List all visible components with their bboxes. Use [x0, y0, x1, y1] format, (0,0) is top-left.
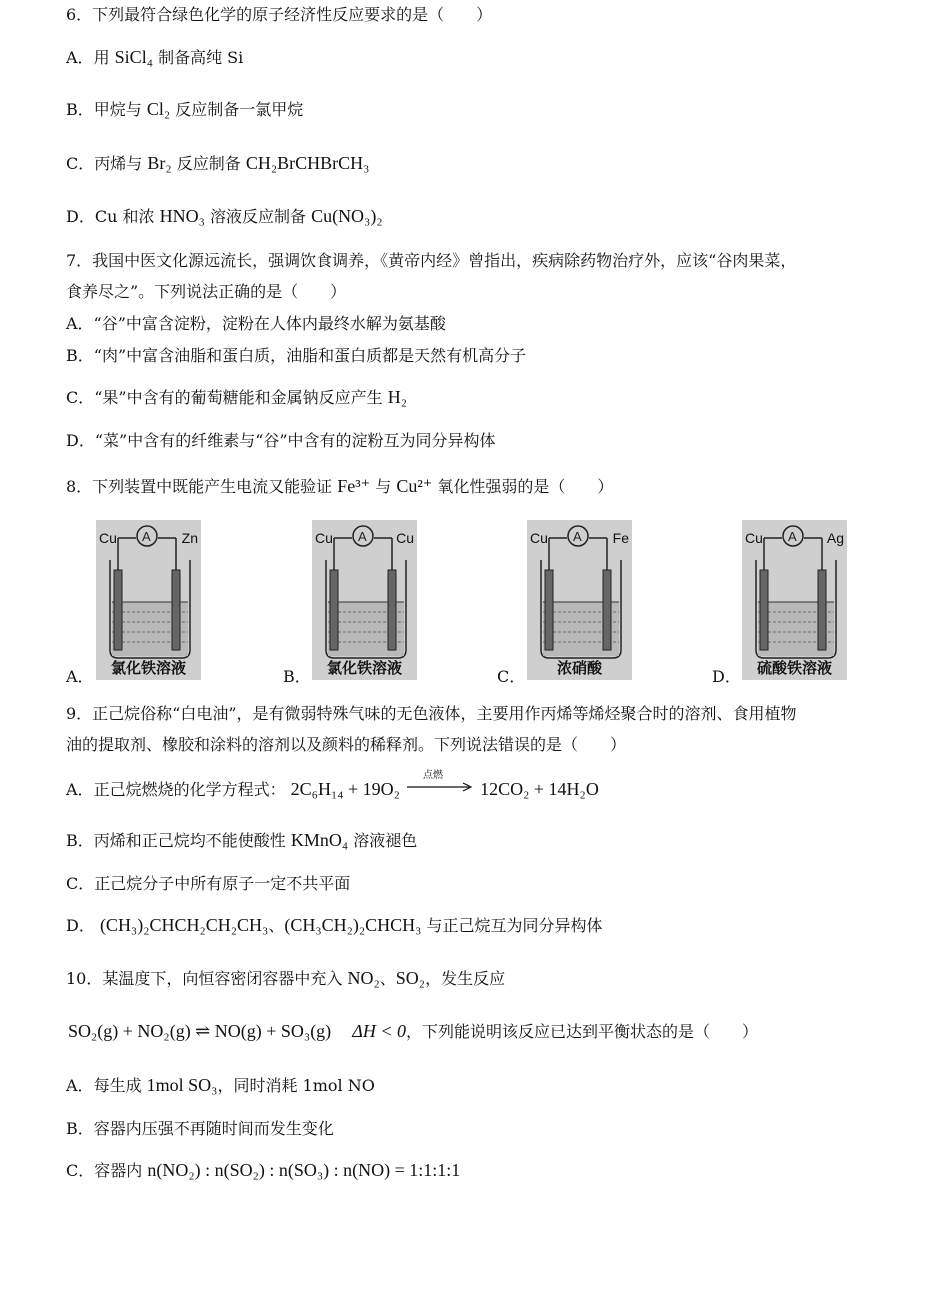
q6-option-a: A．用 SiCl₄ 制备高纯 Si [66, 47, 244, 67]
q8-letter-c: C． [497, 667, 526, 686]
q10-option-b: B．容器内压强不再随时间而发生变化 [66, 1119, 334, 1138]
q9-option-a: A．正己烷燃烧的化学方程式： 2C₆H₁₄ + 19O₂ 点燃 12CO₂ + 14H₂O [66, 770, 599, 799]
q10-option-c: C．容器内 n(NO₂) : n(SO₂) : n(SO₃) : n(NO) = 1:1:1:1 [66, 1160, 461, 1180]
q8-c-left-electrode: Cu [530, 530, 548, 546]
q7-option-a: A．“谷”中富含淀粉，淀粉在人体内最终水解为氨基酸 [66, 314, 446, 333]
svg-text:A: A [142, 529, 151, 544]
q9-stem-line1: 9．正己烷俗称“白电油”，是有微弱特殊气味的无色液体，主要用作丙烯等烯烃聚合时的溶剂、食用植物 [66, 704, 797, 723]
q8-a-right-electrode: Zn [181, 530, 198, 546]
q6-option-b: B．甲烷与 Cl₂ 反应制备一氯甲烷 [66, 99, 304, 119]
q10-option-a: A．每生成 1mol SO₃，同时消耗 1mol NO [66, 1075, 375, 1095]
svg-text:A: A [788, 529, 797, 544]
q6-stem: 6．下列最符合绿色化学的原子经济性反应要求的是（ ） [66, 5, 493, 24]
q9-stem-line2: 油的提取剂、橡胶和涂料的溶剂以及颜料的稀释剂。下列说法错误的是（ ） [66, 735, 627, 754]
q8-d-left-electrode: Cu [745, 530, 763, 546]
q8-apparatus-b [312, 520, 417, 680]
q8-b-left-electrode: Cu [315, 530, 333, 546]
q7-option-d: D．“菜”中含有的纤维素与“谷”中含有的淀粉互为同分异构体 [66, 431, 496, 450]
q8-a-solution: 氯化铁溶液 [110, 659, 186, 677]
q7-stem-line1: 7．我国中医文化源远流长，强调饮食调养，《黄帝内经》曾指出，疾病除药物治疗外，应该“谷肉果菜， [66, 251, 797, 270]
q8-b-right-electrode: Cu [396, 530, 414, 546]
q7-option-b: B．“肉”中富含油脂和蛋白质，油脂和蛋白质都是天然有机高分子 [66, 346, 527, 365]
q6-option-d: D．Cu 和浓 HNO₃ 溶液反应制备 Cu(NO₃)₂ [66, 206, 383, 226]
q9-option-c: C．正己烷分子中所有原子一定不共平面 [66, 874, 351, 893]
q8-stem: 8．下列装置中既能产生电流又能验证 Fe³⁺ 与 Cu²⁺ 氧化性强弱的是（ ） [66, 476, 614, 496]
q8-apparatus-a [96, 520, 201, 680]
q8-b-solution: 氯化铁溶液 [326, 659, 402, 677]
q8-letter-d: D． [712, 667, 741, 686]
q9-option-b: B．丙烯和正己烷均不能使酸性 KMnO₄ 溶液褪色 [66, 830, 418, 850]
svg-text:A: A [573, 529, 582, 544]
q8-d-solution: 硫酸铁溶液 [756, 659, 832, 677]
q8-apparatus-d [742, 520, 847, 680]
reaction-arrow-icon: 点燃 [405, 777, 475, 797]
q6-option-c: C．丙烯与 Br₂ 反应制备 CH₂BrCHBrCH₃ [66, 153, 370, 173]
q8-d-right-electrode: Ag [826, 530, 844, 546]
q7-stem-line2: 食养尽之”。下列说法正确的是（ ） [66, 282, 347, 301]
q10-stem: 10．某温度下，向恒容密闭容器中充入 NO₂、SO₂，发生反应 [66, 968, 506, 988]
svg-text:A: A [358, 529, 367, 544]
q8-apparatus-c [527, 520, 632, 680]
q8-letter-b: B． [283, 667, 311, 686]
q8-a-left-electrode: Cu [99, 530, 117, 546]
q9-option-d: D． (CH₃)₂CHCH₂CH₂CH₃、(CH₃CH₂)₂CHCH₃ 与正己烷互为同分异构体 [66, 915, 603, 935]
q8-c-right-electrode: Fe [612, 530, 629, 546]
q10-equation: SO₂(g) + NO₂(g) ⇌ NO(g) + SO₃(g) ΔH < 0，下列能说明该反应已达到平衡状态的是（ ） [68, 1021, 759, 1041]
q8-c-solution: 浓硝酸 [556, 659, 602, 677]
q7-option-c: C．“果”中含有的葡萄糖能和金属钠反应产生 H₂ [66, 387, 407, 407]
q8-letter-a: A． [66, 667, 94, 686]
